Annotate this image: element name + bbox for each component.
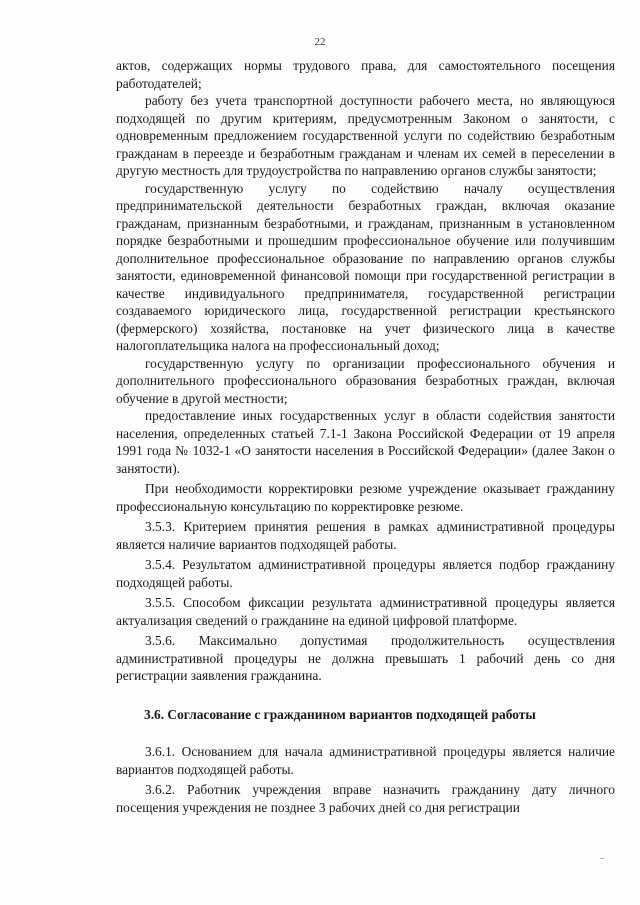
paragraph-3-5-5: 3.5.5. Способом фиксации результата административной процедуры является актуализация сведений о гражданине на единой цифровой платформе. bbox=[116, 595, 615, 628]
paragraph-3-5-6: 3.5.6. Максимально допустимая продолжительность осуществления административной процедуры не должна превышать 1 рабочий день со дня регистрации заявления гражданина. bbox=[116, 633, 615, 683]
scan-speck bbox=[600, 858, 604, 859]
paragraph-3-5-4: 3.5.4. Результатом административной процедуры является подбор гражданину подходящей работы. bbox=[116, 557, 615, 590]
document-body bbox=[116, 57, 615, 816]
paragraph-training-service: государственную услугу по организации профессионального обучения и дополнительного профессионального образования безработных граждан, включая обучение в другой местности; bbox=[116, 355, 615, 406]
paragraph-continuation: актов, содержащих нормы трудового права, для самостоятельного посещения работодателей; bbox=[116, 58, 615, 91]
section-heading-3-6: 3.6. Согласование с гражданином вариантов подходящей работы bbox=[144, 706, 536, 722]
paragraph-work-without-transport: работу без учета транспортной доступности рабочего места, но являющуюся подходящей по другим критериям, предусмотренным Законом о занятости, с одновременным предложением государственной услуги по содействию безработным гражданам в переезде и безработным гражданам и членам их семей в переселении в другую местность для трудоустройства по направлению органов службы занятости; bbox=[116, 93, 615, 178]
paragraph-resume-correction: При необходимости корректировки резюме учреждение оказывает гражданину профессиональную консультацию по корректировке резюме. bbox=[116, 481, 615, 514]
paragraph-other-services: предоставление иных государственных услуг в области содействия занятости населения, определенных статьей 7.1-1 Закона Российской Федерации от 19 апреля 1991 года № 1032-1 «О занятости населения в Российской Федерации» (далее Закон о занятости). bbox=[116, 408, 615, 476]
page-number: 22 bbox=[314, 36, 326, 48]
paragraph-entrepreneurship-service: государственную услугу по содействию началу осуществления предпринимательской деятельности безработных граждан, включая оказание гражданам, признанным безработными, и гражданам, признанным в установленном порядке безработными и прошедшим профессиональное обучение или получившим дополнительное профессиональное образование по направлению органов службы занятости, единовременной финансовой помощи при государственной регистрации в качестве индивидуального предпринимателя, государственной регистрации создаваемого юридического лица, государственной регистрации крестьянского (фермерского) хозяйства, постановке на учет физического лица в качестве налогоплательщика налога на профессиональный доход; bbox=[116, 180, 615, 353]
paragraph-3-5-3: 3.5.3. Критерием принятия решения в рамках административной процедуры является наличие вариантов подходящей работы. bbox=[116, 519, 615, 552]
paragraph-3-6-2: 3.6.2. Работник учреждения вправе назначить гражданину дату личного посещения учреждения не позднее 3 рабочих дней со дня регистрации bbox=[116, 782, 615, 815]
paragraph-3-6-1: 3.6.1. Основанием для начала административной процедуры является наличие вариантов подходящей работы. bbox=[116, 744, 615, 777]
